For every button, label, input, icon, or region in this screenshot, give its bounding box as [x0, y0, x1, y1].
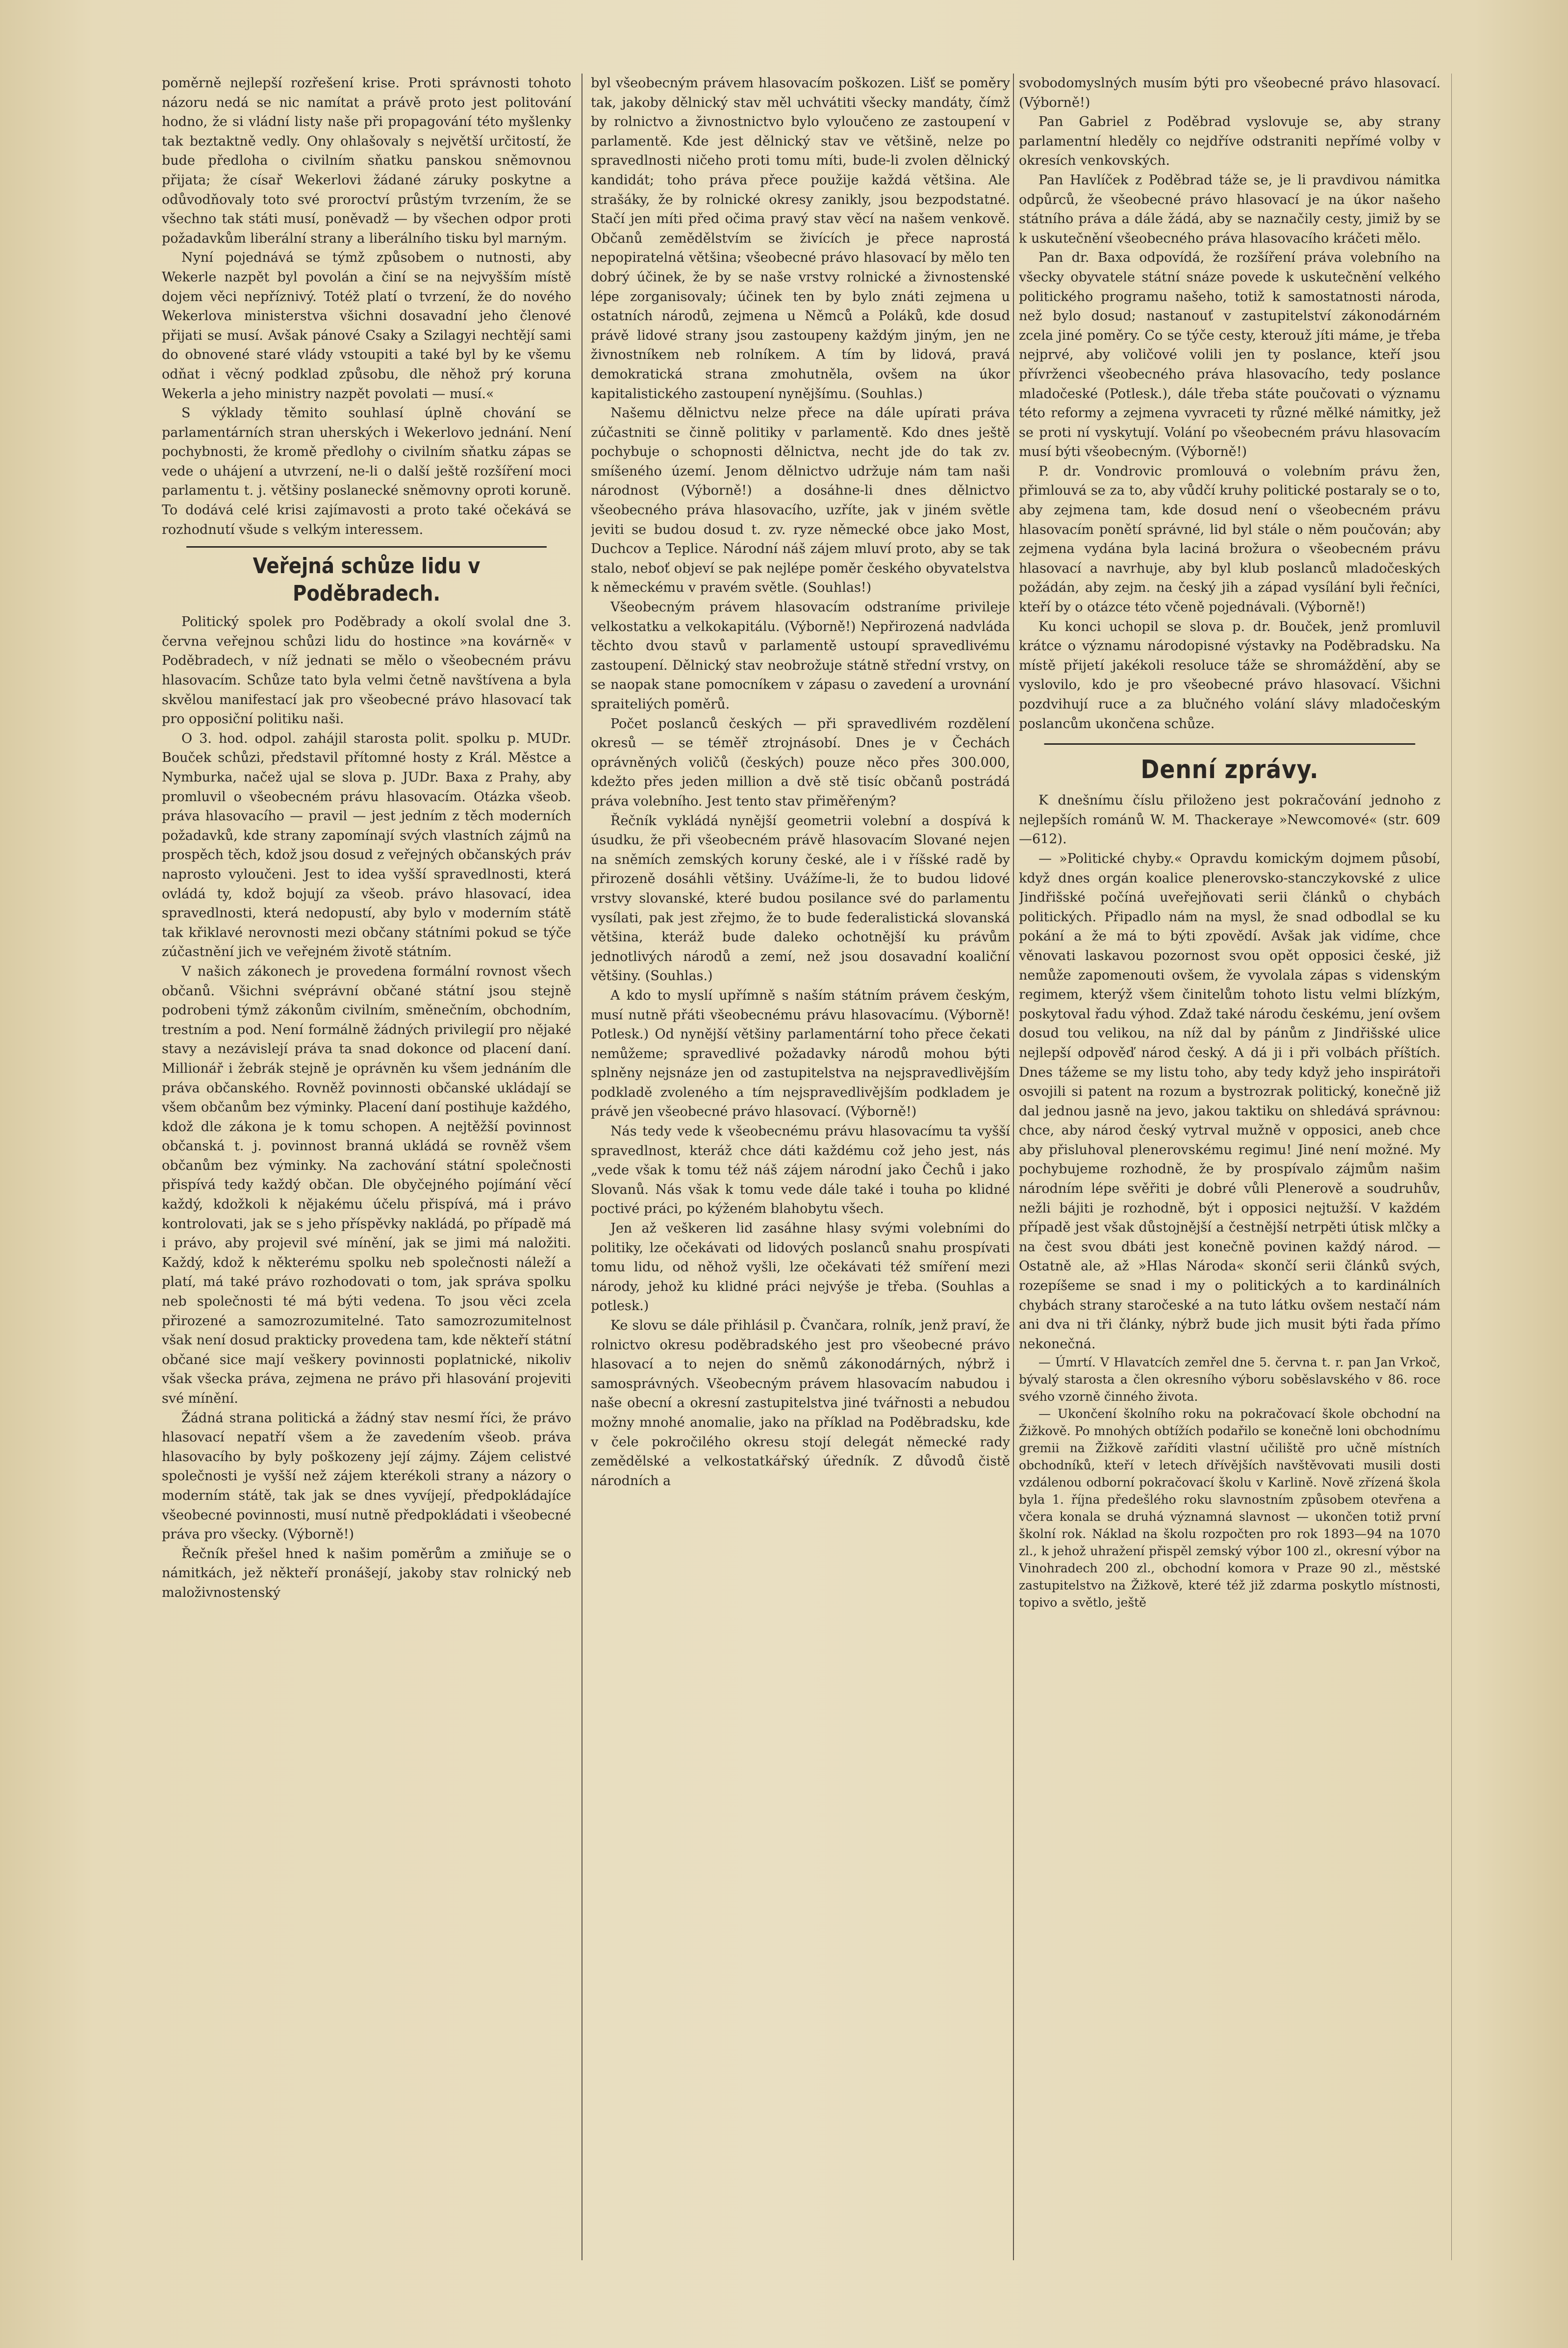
- article-crisis-para-3: S výklady těmito souhlasí úplně chování se parlamentárních stran uherských i Wekerlovo jednání. Není pochybnosti, že kromě předlohy o civilním sňatku zápas se vede o uhájení a utvrzení, ne-li o další ještě rozšíření moci parlamentu t. j. většiny poslanecké sněmovny oproti koruně. To dodává celé krisi zajímavosti a proto také očekává se rozhodnutí všude s velkým interessem.: [162, 405, 571, 537]
- column-1: [162, 74, 571, 2270]
- schuze-para-20: Ku konci uchopil se slova p. dr. Bouček, jenž promluvil krátce o významu národopisné výstavky na Poděbradsku. Na místě přijetí jakékoli resoluce táže se shromáždění, aby se vyslovilo, kdo je pro všeobecné právo hlasovací. Všichni pozdvihují ruce a za blučného volání slávy mladočeským poslancům ukončena schůze.: [1019, 619, 1441, 732]
- denni-para-skola: — Ukončení školního roku na pokračovací škole obchodní na Žižkově. Po mnohých obtížích podařilo se konečně loni obchodnímu gremii na Žižkově zaříditi vlastní učiliště pro učně místních obchodníků, kteří v letech dřívějších navštěvovati musili dosti vzdálenou odborní pokračovací školu v Karlině. Nově zřízená škola byla 1. října předešlého roku slavnostním způsobem otevřena a včera konala se druhá významná slavnost — ukončen totiž první školní rok. Náklad na školu rozpočten pro rok 1893—94 na 1070 zl., k jehož uhražení přispěl zemský výbor 100 zl., okresní výbor na Vinohradech 200 zl., obchodní komora v Praze 90 zl., městské zastupitelstvo na Žižkově, které též již zdarma poskytlo místnosti, topivo a světlo, ještě: [1019, 1407, 1441, 1610]
- column-rule-2: [1013, 74, 1014, 2260]
- schuze-para-10: Řečník vykládá nynější geometrii volební a dospívá k úsudku, že při všeobecném právě hlasovacím Slované nejen na sněmích zemských koruny české, ale i v říšské radě by přirozeně dosáhli většiny. Uvážíme-li, že to budou lidové vrstvy slovanské, které budou posilance své do parlamentu vysílati, pak jest zřejmo, že to bude federalistická slovanská většina, kteráž bude daleko ochotnější ku právům jednotlivých národů a zemí, než jsou dosavadní koaliční většiny. (Souhlas.): [591, 813, 1010, 984]
- schuze-para-7: Našemu dělnictvu nelze přece na dále upírati práva zúčastniti se činně politiky v parlamentě. Kdo dnes ještě pochybuje o schopnosti dělnictva, necht jde do tak zv. smíšeného území. Jenom dělnictvo udržuje nám tam naši národnost (Výborně!) a dosáhne-li dnes dělnictvo všeobecného práva hlasovacího, uzříte, jak v jiném světle jeviti se budou dosud t. zv. ryze německé obce jako Most, Duchcov a Teplice. Národní náš zájem mluví proto, aby se tak stalo, neboť objeví se pak nejlépe poměr českého obyvatelstva k německému v pravém světle. (Souhlas!): [591, 405, 1010, 596]
- article-crisis-para-2: Nyní pojednává se týmž způsobem o nutnosti, aby Wekerle nazpět byl povolán a činí se na nejvyšším místě dojem věci nepříznivý. Totéž platí o tvrzení, že do nového Wekerlova ministerstva všichni dosavadní jeho členové přijati se musí. Avšak pánové Csaky a Szilagyi nechtějí sami do obnovené staré vlády vstoupiti a také byl by ke všemu odňat i věcný podklad způsobu, dle něhož prý koruna Wekerla a jeho ministry nazpět povolati — musí.«: [162, 250, 571, 402]
- column-rule-right: [1451, 74, 1452, 2260]
- schuze-para-13: Jen až veškeren lid zasáhne hlasy svými volebními do politiky, lze očekávati od lidových poslanců snahu prospívati tomu lidu, od něhož vyšli, lze očekávati též smíření mezi národy, jehož ku klidné práci nejvýše je třeba. (Souhlas a potlesk.): [591, 1221, 1010, 1314]
- article-crisis-end: poměrně nejlepší rozřešení krise. Proti správnosti tohoto názoru nedá se nic namítat a právě proto jest politování hodno, že si vládní listy naše při propagování této myšlenky tak beztaktně vedly. Ony ohlašovaly s největší určitostí, že bude předloha o civilním sňatku panskou sněmovnou přijata; že císař Wekerlovi žádané záruky poskytne a odůvodňovaly toto své proroctví průstým tvrzením, že se všechno tak státi musí, poněvadž — by všechen odpor proti požadavkům liberální strany a liberálního tisku byl marným.: [162, 76, 571, 246]
- schuze-para-4: Žádná strana politická a žádný stav nesmí říci, že právo hlasovací nepatří všem a že zavedením všeob. práva hlasovacího by byly poškozeny její zájmy. Zájem celistvé společnosti je vyšší než zájem kterékoli strany a názory o moderním státě, tak jak se dnes vyvíjejí, předpokládajíce všeobecné povinnosti, musí nutně předpokládati i všeobecné práva pro všecky. (Výborně!): [162, 1410, 571, 1542]
- schuze-para-16: Pan Gabriel z Poděbrad vyslovuje se, aby strany parlamentní hleděly co nejdříve odstraniti nepřímé volby v okresích venkovských.: [1019, 114, 1441, 169]
- schuze-para-17: Pan Havlíček z Poděbrad táže se, je li pravdivou námitka odpůrců, že všeobecné právo hlasovací je na úkor našeho státního práva a dále žádá, aby se naznačily cesty, jimiž by se k uskutečnění všeobecného práva hlasovacího kráčeti mělo.: [1019, 172, 1441, 246]
- headline-schuze-podebrady: Veřejná schůze lidu v Poděbradech.: [186, 546, 547, 607]
- column-2: [591, 74, 1010, 2270]
- schuze-para-2: O 3. hod. odpol. zahájil starosta polit. spolku p. MUDr. Bouček schůzi, představil přítomné hosty z Král. Městce a Nymburka, načež ujal se slova p. JUDr. Baxa z Prahy, aby promluvil o všeobecném právu hlasovacím. Otázka všeob. práva hlasovacího — pravil — jest jedním z těch moderních požadavků, kde strany zapomínají svých vlastních zájmů na prospěch těch, kdož jsou dosud z veřejných občanských práv naprosto vyloučeni. Jest to idea vyšší spravedlnosti, která ovládá ty, kdož bojují za všeob. právo hlasovací, idea spravedlnosti, která nedopustí, aby bylo v moderním státě tak křiklavé nerovnosti mezi občany státními pokud se týče zúčastnění jich ve veřejném životě státním.: [162, 731, 571, 960]
- schuze-para-12: Nás tedy vede k všeobecnému právu hlasovacímu ta vyšší spravedlnost, kteráž chce dáti každému což jeho jest, nás „vede však k tomu též náš zájem národní jako Čechů i jako Slovanů. Nás však k tomu vede dále také i touha po klidné poctivé práci, po kýženém blahobytu všech.: [591, 1124, 1010, 1217]
- column-3: [1019, 74, 1441, 2270]
- schuze-para-14: Ke slovu se dále přihlásil p. Čvančara, rolník, jenž praví, že rolnictvo okresu poděbradského jest pro všeobecné právo hlasovací a to nejen do sněmů zákonodárných, nýbrž i samosprávných. Všeobecným právem hlasovacím nabudou i naše obecní a okresní zastupitelstva jiné tvářnosti a nebudou možny mnohé anomalie, jako na příklad na Poděbradsku, kde v čele pokročilého okresu stojí delegát německé rady zemědělské a velkostatkářský úředník. Z důvodů čistě národních a: [591, 1318, 1010, 1489]
- denni-para-2: — »Politické chyby.« Opravdu komickým dojmem působí, když dnes orgán koalice plenerovsko-stanczykovské z ulice Jindřišské počíná uveřejňovati serii článků o chybách politických. Připadlo nám na mysl, že snad odbodlal se ku pokání a že má to býti zpovědí. Avšak jak vidíme, chce věnovati laskavou pozornost svou opět opposici české, již nemůže zapomenouti ovšem, že vyvolala zápas s videnským regimem, kterýž všem činitelům tohoto listu velmi blízkým, poskytoval řadu výhod. Zdaž také národu českému, jení ovšem dosud tou velikou, na níž dal by pánům z Jindřišské ulice nejlepší odpověď národ český. A dá ji i při volbách příštích. Dnes tážeme se my listu toho, aby tedy když jeho inspirátoři osvojili si patent na rozum a bystrozrak politický, konečně již dal jednou jasně na jevo, jakou taktiku on shledává správnou: chce, aby národ český vytrval mužně v opposici, aneb chce aby přisluhoval plenerovskému regimu! Jiné není možné. My pochybujeme rozhodně, že by prospívalo zájmům našim národním lépe svěřiti je dobré vůli Plenerově a soudruhův, nežli bájiti je rozhodně, být i opposici nejtužší. V každém případě jest však důstojnější a čestnější netrpěti útisk mlčky a na čest svou dbáti jest konečně povinen každý národ. — Ostatně ale, až »Hlas Národa« skončí serii článků svých, rozepíšeme se snad i my o politických a to kardinálních chybách strany staročeské a na tuto látku ovšem nestačí nám ani dva ni tři články, nýbrž bude jich musit býti řada přímo nekonečná.: [1019, 851, 1441, 1352]
- schuze-para-6: byl všeobecným právem hlasovacím poškozen. Lišť se poměry tak, jakoby dělnický stav měl uchvátiti všecky mandáty, čímž by rolnictvo a živnostnictvo bylo vyloučeno ze zastoupení v parlamentě. Kde jest dělnický stav ve většině, nelze po spravedlnosti ničeho proti tomu míti, bude-li zvolen dělnický kandidát; toho práva přece použije každá většina. Ale strašáky, že by rolnické okresy zanikly, jsou bezpodstatné. Stačí jen míti před očima pravý stav věcí na našem venkově. Občanů zemědělstvím se živících je přece naprostá nepopiratelná většina; všeobecné právo hlasovací by mělo ten dobrý účinek, že by se naše vrstvy rolnické a živnostenské lépe zorganisovaly; účinek ten by bylo znáti zejmena u ostatních národů, zejmena u Němců a Poláků, kde dosud právě lidové strany jsou zastoupeny každým jiným, jen ne živnostníkem neb rolníkem. A tím by lidová, pravá demokratická strana zmohutněla, ovšem na úkor kapitalistického zastoupení nynějšímu. (Souhlas.): [591, 76, 1010, 402]
- schuze-para-18: Pan dr. Baxa odpovídá, že rozšíření práva volebního na všecky obyvatele státní snáze povede k uskutečnění velkého politického programu našeho, totiž k samostatnosti národa, než bylo dosud; nastanouť v zastupitelství zákonodárném zcela jiné poměry. Co se týče cesty, kterouž jíti máme, je třeba nejprvé, aby voličové volili jen ty poslance, kteří jsou přívrženci všeobecného práva hlasovacího, tedy poslance mladočeské (Potlesk.), dále třeba státe poučovati o významu této reformy a zejmena vyvraceti ty různé mělké námitky, jež se proti ní vyskytují. Volání po všeobecném právu hlasovacím musí býti všeobecným. (Výborně!): [1019, 250, 1441, 460]
- schuze-para-15: svobodomyslných musím býti pro všeobecné právo hlasovací. (Výborně!): [1019, 76, 1441, 110]
- denni-para-umrti: — Úmrtí. V Hlavatcích zemřel dne 5. června t. r. pan Jan Vrkoč, bývalý starosta a člen okresního výboru soběslavského v 86. roce svého vzorně činného života.: [1019, 1355, 1441, 1404]
- schuze-para-3: V našich zákonech je provedena formální rovnost všech občanů. Všichni svéprávní občané státní jsou stejně podrobeni týmž zákonům civilním, směnečním, obchodním, trestním a pod. Není formálně žádných privilegií pro nějaké stavy a nezávislejí práva ta snad dokonce od placení daní. Millionář i žebrák stejně je oprávněn ku všem jednáním dle práva občanského. Rovněž povinnosti občanské ukládají se všem občanům bez výminky. Placení daní postihuje každého, kdož dle zákona je k tomu schopen. A nejtěžší povinnost občanská t. j. povinnost branná ukládá se rovněž všem občanům bez výminky. Na zachování státní společnosti přispívá tedy každý občan. Dle obyčejného pojímání věcí každý, kdožkoli k nějakému účelu přispívá, má i právo kontrolovati, jak se s jeho příspěvky nakládá, po případě má i právo, aby projevil své mínění, jak se jimi má naložiti. Každý, kdož k některému spolku neb společnosti náleží a platí, má také právo rozhodovati o tom, jak správa spolku neb společnosti té má býti vedena. To jsou věci zcela přirozené a samozrozumitelné. Tato samozrozumitelnost však není dosud prakticky provedena tam, kde někteří státní občané sice mají veškery povinnosti poplatnické, nikoliv však všecka práva, zejmena ne právo při hlasování projeviti své mínění.: [162, 963, 571, 1406]
- schuze-para-11: A kdo to myslí upřímně s naším státním právem českým, musí nutně přáti všeobecnému právu hlasovacímu. (Výborně! Potlesk.) Od nynější většiny parlamentární toho přece čekati nemůžeme; spravedlivé požadavky národů mohou býti splněny nejsnáze jen od zastupitelstva na nejspravedlivějším podkladě zvoleného a tím nejspravedlivějším podkladem je právě jen všeobecné právo hlasovací. (Výborně!): [591, 987, 1010, 1120]
- schuze-para-1: Politický spolek pro Poděbrady a okolí svolal dne 3. června veřejnou schůzi lidu do hostince »na kovárně« v Poděbradech, v níž jednati se mělo o všeobecném právu hlasovacím. Schůze tato byla velmi četně navštívena a byla skvělou manifestací jak pro všeobecné právo hlasovací tak pro opposiční politiku naši.: [162, 614, 571, 727]
- headline-denni-zpravy: Denní zprávy.: [1044, 743, 1416, 786]
- schuze-para-5: Řečník přešel hned k našim poměrům a zmiňuje se o námitkách, jež někteří pronášejí, jakoby stav rolnický neb maloživnostenský: [162, 1546, 571, 1600]
- schuze-para-19: P. dr. Vondrovic promlouvá o volebním právu žen, přimlouvá se za to, aby vůdčí kruhy politické postaraly se o to, aby zejmena tam, kde dosud není o všeobecném právu hlasovacím ponětí správné, lid byl stále o něm poučován; aby zejmena vydána byla laciná brožura o všeobecném právu hlasovací a navrhuje, aby byl klub poslanců mladočeských požádán, aby zejm. na český jih a západ vysílání byli řečníci, kteří by o otázce této včeně pojednávali. (Výborně!): [1019, 463, 1441, 615]
- denni-para-1: K dnešnímu číslu přiloženo jest pokračování jednoho z nejlepších románů W. M. Thackeraye »Newcomové« (str. 609—612).: [1019, 793, 1441, 847]
- schuze-para-9: Počet poslanců českých — při spravedlivém rozdělení okresů — se téměř ztrojnásobí. Dnes je v Čechách oprávněných voličů (českých) pouze něco přes 300.000, kdežto přes jeden million a dvě stě tisíc občanů postrádá práva volebního. Jest tento stav přiměřeným?: [591, 716, 1010, 809]
- schuze-para-8: Všeobecným právem hlasovacím odstraníme privileje velkostatku a velkokapitálu. (Výborně!) Nepřirozená nadvláda těchto dvou stavů v parlamentě ustoupí spravedlivému zastoupení. Dělnický stav neobrožuje státně střední vrstvy, on se naopak stane pomocníkem v zápasu o zavedení a urovnání spraiteliých poměrů.: [591, 600, 1010, 712]
